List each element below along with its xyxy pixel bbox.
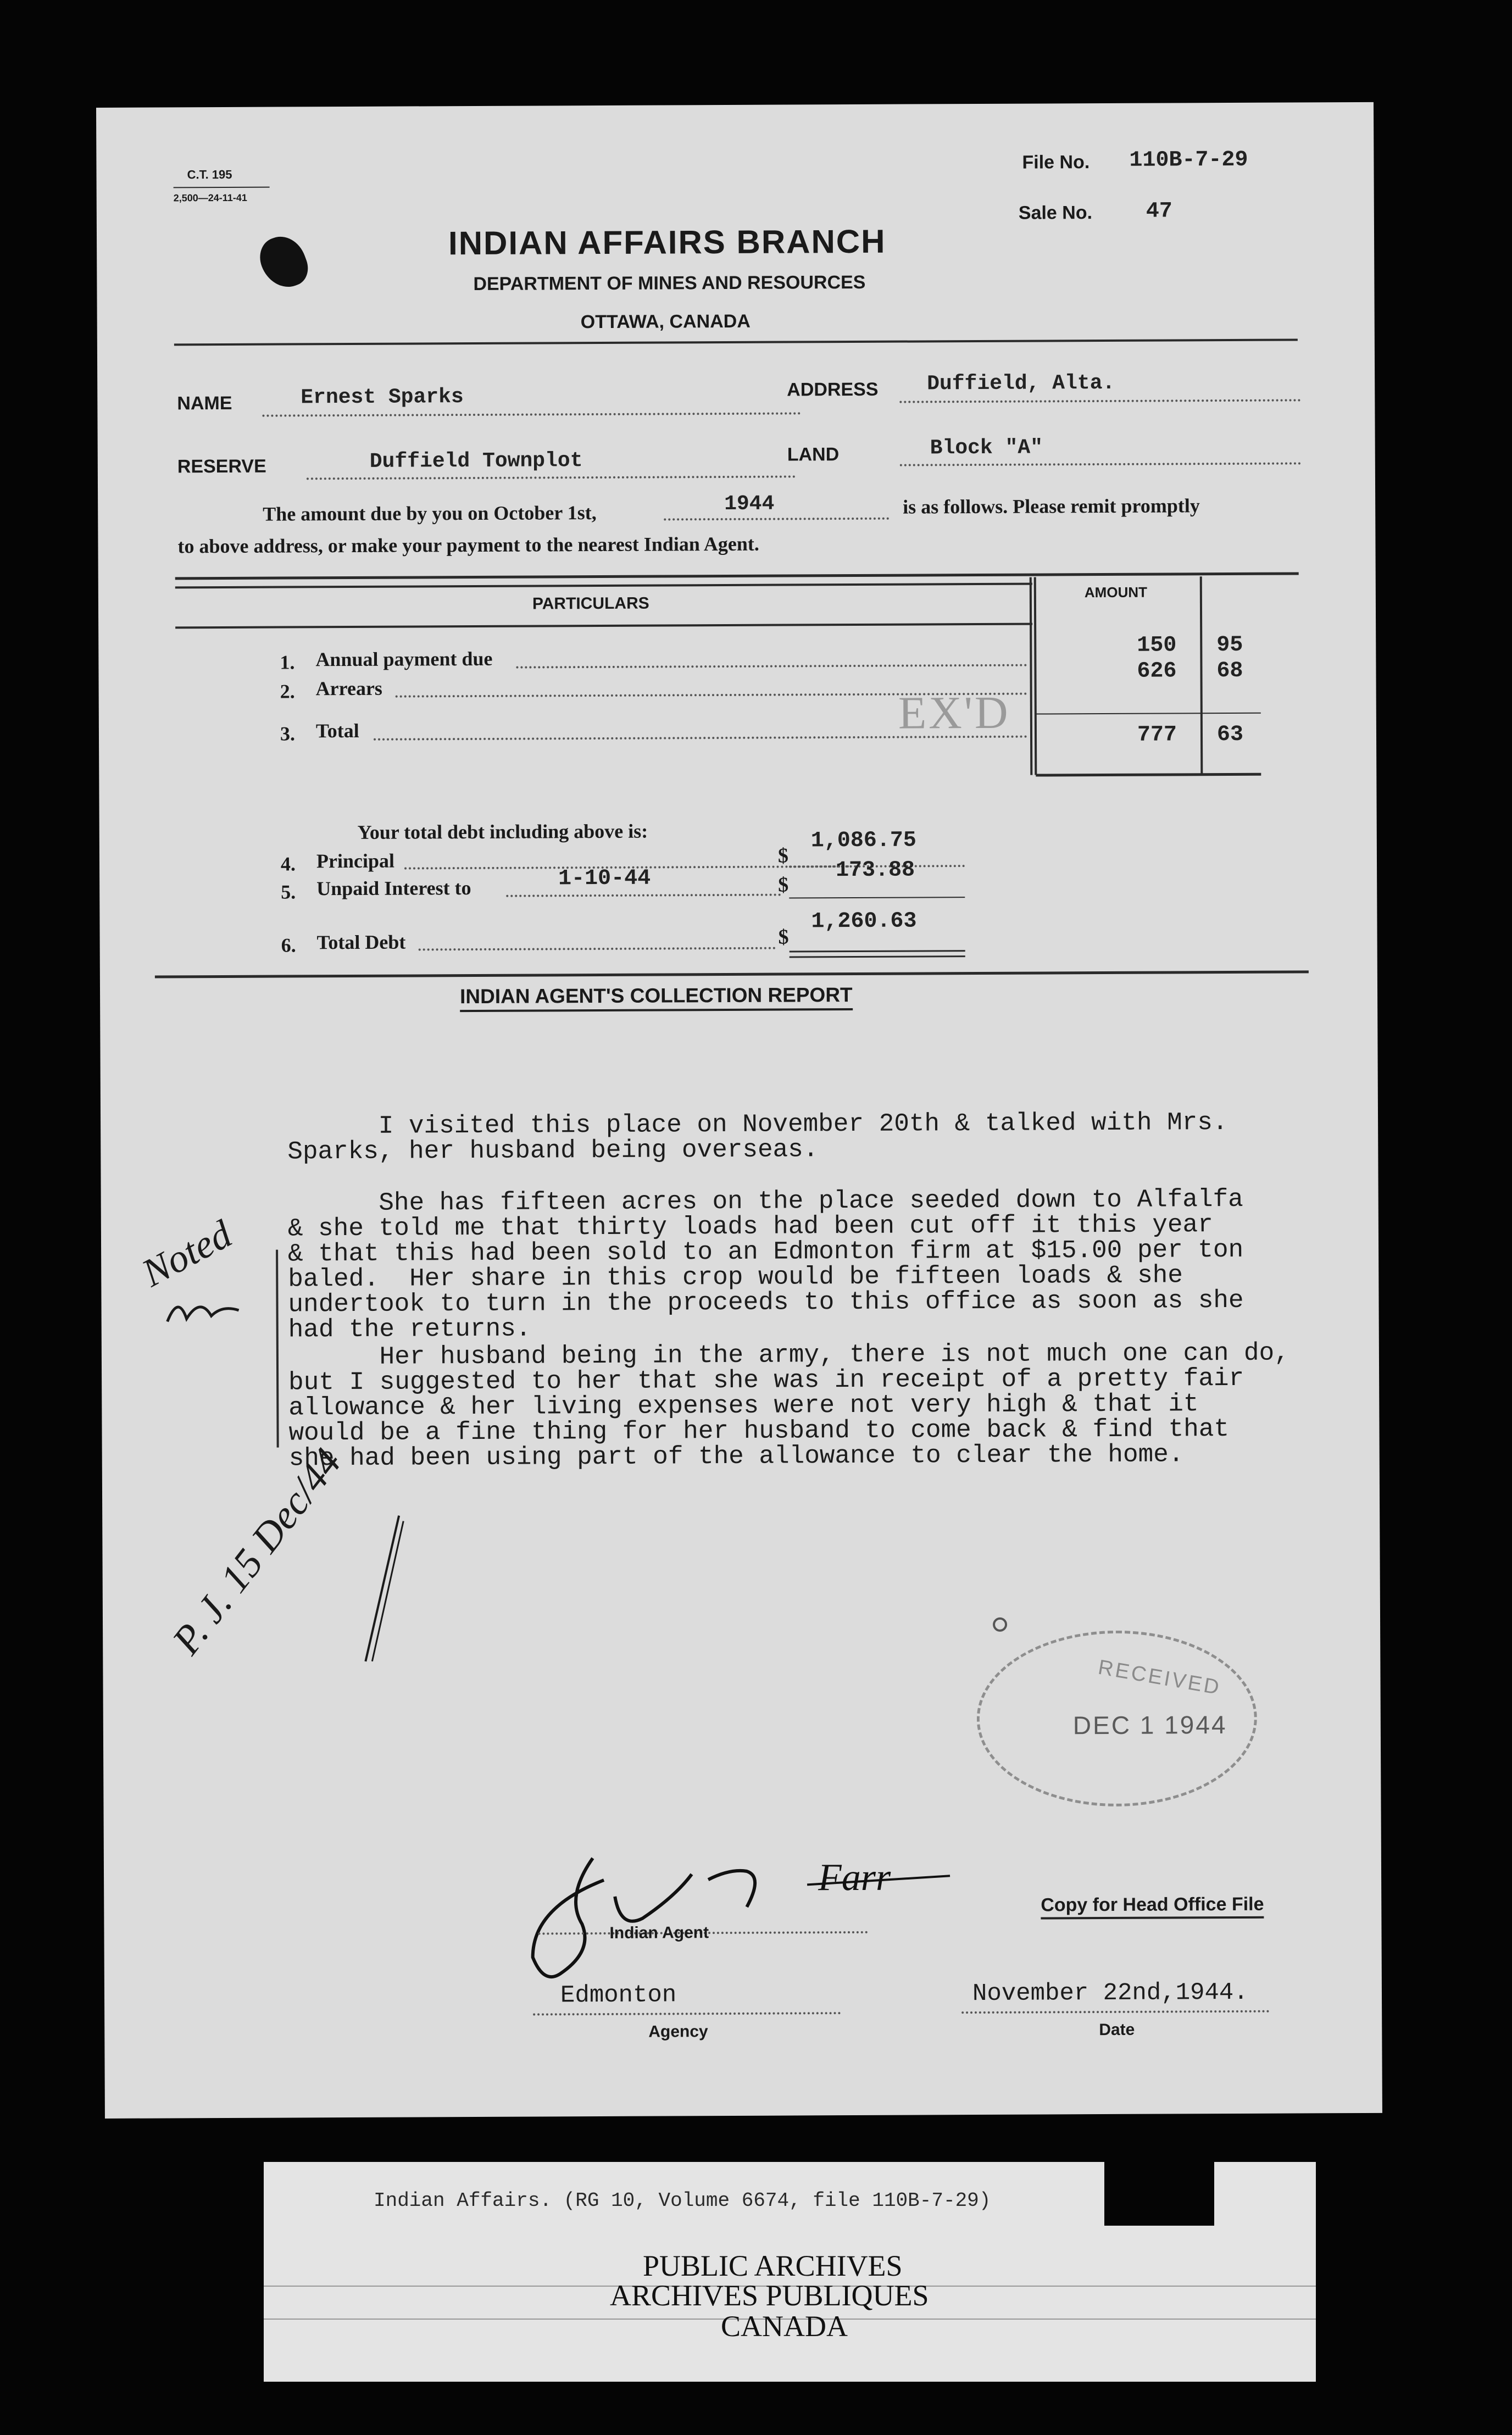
form-code: C.T. 195 [187,167,232,182]
document-page [96,102,1382,2119]
report-paragraph-3: Her husband being in the army, there is not much one can do, but I suggested to her that she was in receipt of a pretty fair allowance & her living expenses were not very high & that it would be a fine thing for her husband to come back & find that she had been using part of the allowance to clear the home. [288,1338,1289,1473]
agent-signature [510,1845,967,1991]
particulars-header-rule [175,623,1032,629]
particulars-row-1-label: Annual payment due [315,647,493,671]
archive-reference: Indian Affairs. (RG 10, Volume 6674, file 110B-7-29) [374,2189,991,2212]
debt-row-4-value: 1,086.75 [810,828,916,854]
debt-total-rule-2 [790,955,965,958]
amount-bottom-rule [1036,773,1261,777]
debt-intro: Your total debt including above is: [357,820,648,843]
date-line [961,2010,1269,2014]
land-value: Block "A" [930,436,1043,460]
report-paragraph-2: She has fifteen acres on the place seeded down to Alfalfa & she told me that thirty loads had been cut off it this year & that this had been sold to an Edmonton firm at $15.00 per ton baled. Her share in this crop would be fifteen loads & she undertook to turn in the proceeds to this office as soon as she had the returns. [287,1185,1244,1344]
debt-row-6-value: 1,260.63 [811,909,917,935]
particulars-row-3-label: Total [315,719,359,742]
received-stamp-label: RECEIVED [1096,1655,1223,1700]
address-value: Duffield, Alta. [927,371,1115,396]
date-value: November 22nd,1944. [972,1978,1248,2008]
svg-text:Farr: Farr [818,1856,891,1899]
particulars-row-1-cents: 95 [1216,632,1243,658]
department-name: DEPARTMENT OF MINES AND RESOURCES [473,271,866,295]
archive-line-2: ARCHIVES PUBLIQUES [610,2279,929,2312]
debt-row-5-leader [506,894,781,897]
reserve-value: Duffield Townplot [369,449,583,474]
department-city: OTTAWA, CANADA [580,310,751,333]
particulars-row-2-dollars: 626 [1137,659,1177,684]
report-title: INDIAN AGENT'S COLLECTION REPORT [460,983,853,1012]
land-line [900,462,1301,466]
debt-row-6-leader [419,947,776,951]
section-rule [155,970,1309,978]
due-year: 1944 [724,492,775,516]
name-label: NAME [177,392,232,414]
punch-mark [993,1617,1007,1632]
due-year-line [664,518,889,521]
debt-row-5-extra: 1-10-44 [558,866,651,892]
reserve-label: RESERVE [177,455,266,477]
margin-bracket [276,1250,279,1448]
copy-note: Copy for Head Office File [1041,1894,1264,1920]
agency-value: Edmonton [560,1981,677,2010]
agency-label: Agency [648,2022,708,2041]
name-value: Ernest Sparks [301,385,464,410]
debt-row-5-label: Unpaid Interest to [316,877,471,900]
debt-row-5-value-line [789,897,965,898]
amount-header: AMOUNT [1084,583,1148,601]
table-top-rule [175,572,1299,580]
amount-subtotal-rule [1036,713,1261,715]
due-text-3: to above address, or make your payment to the nearest Indian Agent. [177,532,759,558]
initials-slash [360,1513,405,1667]
debt-row-4-currency: $ [777,844,789,868]
cents-divider [1200,576,1203,774]
archive-line-3: CANADA [721,2310,848,2343]
debt-row-5-value: 173.88 [835,858,915,883]
debt-total-rule [790,950,965,952]
header-rule [174,338,1298,346]
debt-row-6-num: 6. [281,934,296,957]
sale-number-label: Sale No. [1018,202,1093,224]
form-code-rule [174,187,270,188]
margin-note-noted: Noted [135,1211,239,1296]
particulars-row-1-leader [516,664,1027,669]
agency-line [533,2012,841,2015]
reserve-line [307,475,796,480]
particulars-row-3-num: 3. [280,722,296,745]
exd-stamp: EX'D [898,687,1010,739]
file-number-label: File No. [1022,152,1090,173]
debt-row-4-num: 4. [280,853,296,875]
debt-row-6-label: Total Debt [316,931,406,954]
particulars-row-3-dollars: 777 [1137,722,1177,748]
debt-row-6-currency: $ [778,925,789,949]
received-stamp-date: DEC 1 1944 [1072,1710,1227,1740]
name-line [262,412,801,416]
amount-left-border [1030,577,1033,775]
print-code: 2,500—24-11-41 [173,192,247,204]
amount-left-border-2 [1034,577,1037,775]
due-text-2: is as follows. Please remit promptly [903,494,1200,518]
archive-slip-notch [1104,2162,1214,2226]
particulars-row-2-label: Arrears [315,677,382,700]
particulars-row-1-dollars: 150 [1137,633,1177,658]
due-text-1: The amount due by you on October 1st, [263,502,597,525]
particulars-row-2-cents: 68 [1216,658,1243,684]
ink-blot [254,230,313,294]
date-label: Date [1099,2020,1135,2039]
particulars-header: PARTICULARS [532,594,649,613]
agent-label: Indian Agent [609,1923,709,1942]
org-title: INDIAN AFFAIRS BRANCH [448,223,886,262]
archive-line-1: PUBLIC ARCHIVES [643,2249,903,2282]
particulars-row-2-num: 2. [280,680,295,703]
address-line [899,399,1300,403]
file-number-value: 110B-7-29 [1129,147,1248,173]
initials-handwriting: P. J. 15 Dec/44 [163,1440,351,1663]
table-top-rule-2 [175,583,1032,589]
land-label: LAND [787,444,840,465]
address-label: ADDRESS [787,379,879,401]
particulars-row-1-num: 1. [280,651,295,674]
debt-row-5-num: 5. [281,881,296,903]
particulars-row-3-cents: 63 [1216,722,1244,748]
margin-note-initial [162,1288,244,1333]
archive-slip [264,2162,1316,2382]
report-paragraph-1: I visited this place on November 20th & talked with Mrs. Sparks, her husband being overseas. [287,1108,1228,1166]
debt-row-4-label: Principal [316,849,395,872]
sale-number-value: 47 [1146,199,1172,224]
debt-row-5-currency: $ [778,873,789,897]
